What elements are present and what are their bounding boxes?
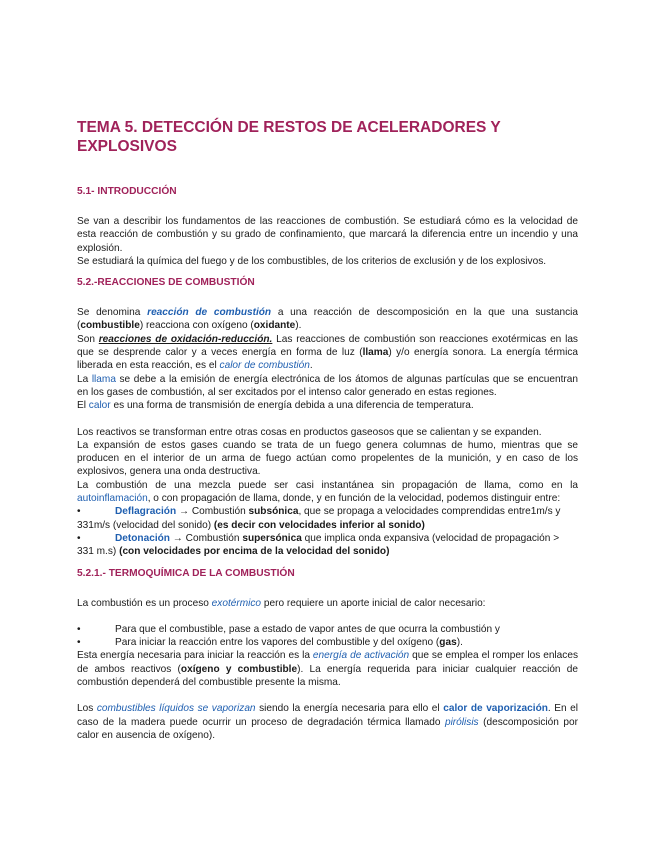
bullet: • (77, 506, 81, 518)
term-pirolisis: pirólisis (444, 716, 479, 728)
term-autoinflamacion: autoinflamación (77, 493, 148, 505)
term-reaccion-combustion: reacción de combustión (147, 307, 272, 319)
bullet: • (77, 532, 81, 544)
term-llama: llama (91, 373, 116, 385)
section-heading-termoquimica: 5.2.1.- TERMOQUÍMICA DE LA COMBUSTIÓN (77, 567, 295, 579)
list-item: • Detonación → Combustión supersónica que implica onda expansiva (velocidad de propagación > (77, 532, 560, 544)
term-energia-activacion: energía de activación (312, 650, 410, 662)
term-exotermico: exotérmico (211, 597, 262, 609)
paragraph: 331m/s (velocidad del sonido) (es decir con velocidades inferior al sonido) (77, 519, 425, 531)
term-calor: calor (88, 400, 111, 412)
term-combustibles-liquidos: combustibles líquidos se vaporizan (96, 703, 256, 715)
bullet: • (77, 623, 81, 635)
term-deflagracion: Deflagración (115, 506, 177, 518)
paragraph: 331 m.s) (con velocidades por encima de la velocidad del sonido) (77, 546, 390, 558)
list-item: • Para que el combustible, pase a estado de vapor antes de que ocurra la combustión y (77, 623, 500, 635)
paragraph: Se van a describir los fundamentos de las reacciones de combustión. Se estudiará cómo es la velocidad de esta reacción de combustión y su grado de confinamiento, que marcará la diferencia entre un incendio y una explosión. (77, 216, 578, 254)
term-detonacion: Detonación (115, 532, 170, 544)
page-title: TEMA 5. DETECCIÓN DE RESTOS DE ACELERADORES Y EXPLOSIVOS (77, 119, 501, 155)
list-item: • Deflagración → Combustión subsónica, que se propaga a velocidades comprendidas entre1m/s y (77, 506, 561, 518)
bullet: • (77, 637, 81, 649)
paragraph: Los reactivos se transforman entre otras cosas en productos gaseosos que se calientan y se expanden. (77, 426, 542, 438)
paragraph: La combustión de una mezcla puede ser casi instantánea sin propagación de llama, como en la autoinflamación, o con propagación de llama, donde, y en función de la velocidad, podemos distinguir entre: (77, 479, 578, 505)
term-calor-vaporizacion: calor de vaporización (443, 703, 548, 715)
paragraph: El calor es una forma de transmisión de energía debida a una diferencia de temperatura. (77, 400, 474, 412)
paragraph: Son reacciones de oxidación-reducción. Las reacciones de combustión son reacciones exotérmicas en las que se desprende calor y a veces energía en forma de luz (llama) y/o energía sonora. La energía térmica liberada en esta reacción, es el calor de combustión. (77, 333, 578, 372)
list-item: • Para iniciar la reacción entre los vapores del combustible y del oxígeno (gas). (77, 637, 463, 649)
paragraph: Se estudiará la química del fuego y de los combustibles, de los criterios de exclusión y de los explosivos. (77, 255, 547, 267)
term-calor-combustion: calor de combustión (219, 360, 310, 372)
section-heading-introduccion: 5.1- INTRODUCCIÓN (77, 186, 177, 197)
paragraph: La combustión es un proceso exotérmico pero requiere un aporte inicial de calor necesario: (77, 597, 486, 609)
paragraph: La expansión de estos gases cuando se trata de un fuego genera columnas de humo, mientras que se producen en el interior de un arma de fuego actúan como propelentes de la munición, y en caso de los explosivos, genera una onda destructiva. (77, 439, 578, 478)
paragraph: Los combustibles líquidos se vaporizan siendo la energía necesaria para ello el calor de vaporización. En el caso de la madera puede ocurrir un proceso de degradación térmica llamado pirólisis (descomposición por calor en ausencia de oxígeno). (77, 703, 578, 741)
paragraph: Esta energía necesaria para iniciar la reacción es la energía de activación que se emplea el romper los enlaces de ambos reactivos (oxígeno y combustible). La energía requerida para iniciar cualquier reacción de combustión dependerá del combustible presente la misma. (77, 650, 578, 689)
section-heading-reacciones: 5.2.-REACCIONES DE COMBUSTIÓN (77, 277, 255, 289)
paragraph: Se denomina reacción de combustión a una reacción de descomposición en la que una sustancia (combustible) reacciona con oxígeno (oxidante). (77, 307, 578, 332)
term-oxidacion-reduccion: reacciones de oxidación-reducción. (98, 333, 273, 345)
paragraph: La llama se debe a la emisión de energía electrónica de los átomos de algunas partículas que se encuentran en los gases de combustión, al ser excitados por el intenso calor generado en estas regiones. (77, 373, 578, 398)
